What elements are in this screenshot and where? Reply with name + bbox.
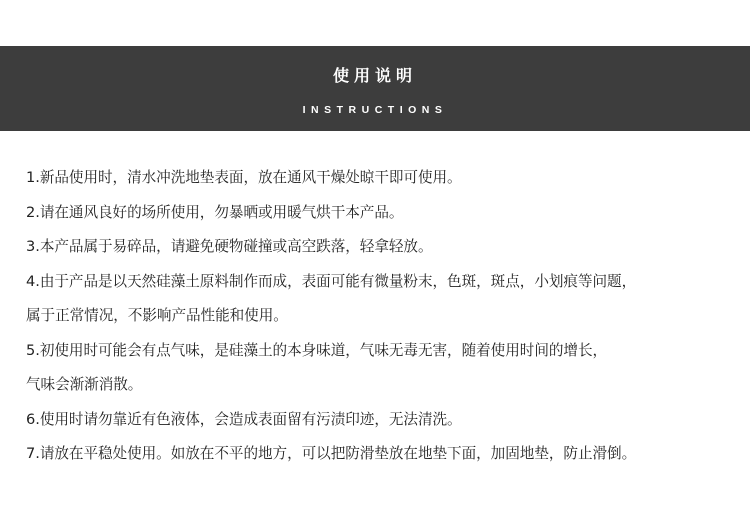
page-title: 使用说明 [332,66,417,85]
instructions-list [26,166,736,477]
instruction-line-4: 4.由于产品是以天然硅藻土原料制作而成，表面可能有微量粉末，色斑，斑点，小划痕等问题， [26,272,637,290]
header-banner [0,46,750,131]
page-subtitle: INSTRUCTIONS [302,104,448,116]
instruction-line-7: 7.请放在平稳处使用。如放在不平的地方，可以把防滑垫放在地垫下面，加固地垫，防止滑倒。 [26,445,637,462]
instruction-line-5-continued: 气味会渐渐消散。 [26,376,143,393]
instruction-line-3: 3.本产品属于易碎品，请避免硬物碰撞或高空跌落，轻拿轻放。 [26,238,433,255]
instruction-line-5: 5.初使用时可能会有点气味，是硅藻土的本身味道，气味无毒无害，随着使用时间的增长， [26,341,608,359]
instruction-line-2: 2.请在通风良好的场所使用，勿暴晒或用暖气烘干本产品。 [26,203,404,221]
instruction-line-1: 1.新品使用时，清水冲洗地垫表面，放在通风干燥处晾干即可使用。 [26,169,462,186]
instruction-line-6: 6.使用时请勿靠近有色液体，会造成表面留有污渍印迹，无法清洗。 [26,410,462,428]
instruction-line-4-continued: 属于正常情况，不影响产品性能和使用。 [26,307,288,324]
